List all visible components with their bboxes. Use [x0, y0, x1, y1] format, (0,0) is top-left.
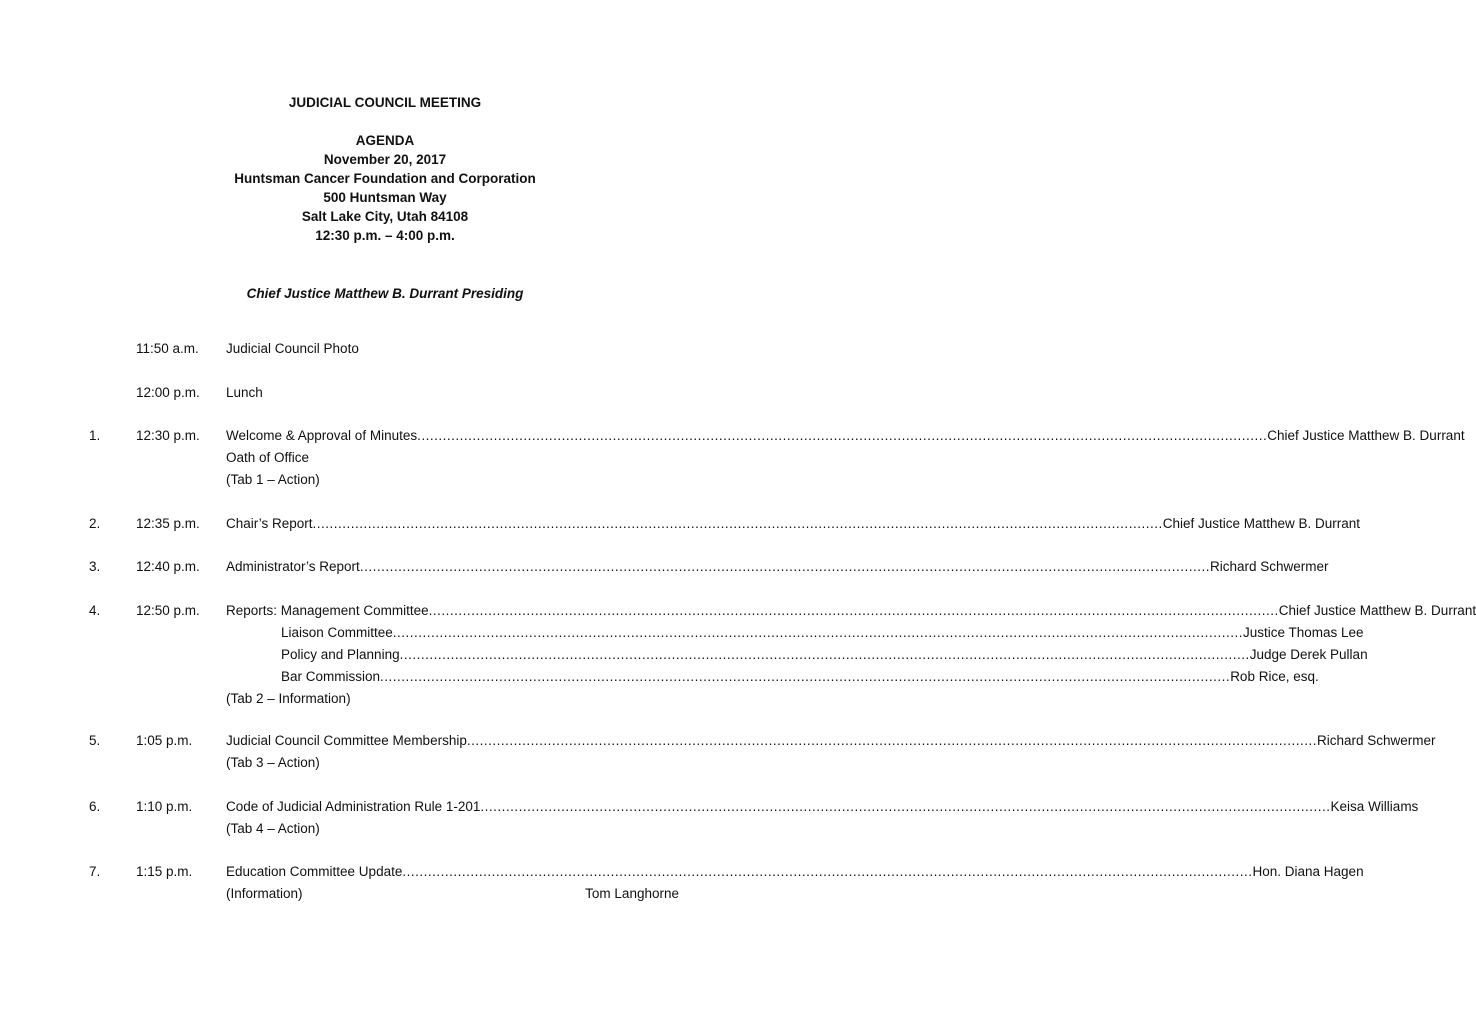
meeting-city: Salt Lake City, Utah 84108: [301, 209, 469, 224]
item-time: 12:35 p.m.: [136, 516, 200, 531]
item-presenter: Keisa Williams: [1330, 799, 1419, 814]
item-number: 4.: [89, 603, 101, 618]
dot-leader: ........................................................................................................................................................................................................: [428, 603, 1279, 618]
item-title: Judicial Council Committee Membership: [226, 733, 467, 748]
item-tab: (Tab 4 – Action): [226, 821, 320, 836]
sub-report: [226, 644, 1368, 666]
dot-leader: ........................................................................................................................................................................................................: [392, 625, 1243, 640]
item-time: 1:10 p.m.: [136, 799, 193, 814]
item-time: 12:30 p.m.: [136, 428, 200, 443]
item-presenter: Richard Schwermer: [1209, 559, 1329, 574]
item-title: Education Committee Update: [226, 864, 403, 879]
item-presenter: Chief Justice Matthew B. Durrant: [1278, 603, 1476, 618]
item-time: 11:50 a.m.: [136, 341, 199, 356]
item-tab: (Tab 2 – Information): [226, 691, 351, 706]
item-time: 12:40 p.m.: [136, 559, 200, 574]
item-time: 12:00 p.m.: [136, 385, 200, 400]
item-title: Lunch: [226, 385, 263, 400]
sub-report-title: Bar Commission: [281, 669, 381, 684]
agenda-heading: AGENDA: [355, 133, 415, 148]
item-tab: (Tab 1 – Action): [226, 472, 320, 487]
item-time: 1:05 p.m.: [136, 733, 193, 748]
agenda-header-block: [0, 131, 770, 245]
meeting-hours: 12:30 p.m. – 4:00 p.m.: [315, 228, 455, 243]
item-number: 1.: [89, 428, 101, 443]
item-time: 12:50 p.m.: [136, 603, 200, 618]
item-note: Oath of Office: [226, 450, 310, 465]
sub-report-presenter: Rob Rice, esq.: [1230, 669, 1319, 684]
dot-leader: ........................................................................................................................................................................................................: [399, 647, 1250, 662]
item-title: Code of Judicial Administration Rule 1-201: [226, 799, 481, 814]
item-presenter: Chief Justice Matthew B. Durrant: [1267, 428, 1465, 443]
item-title: Reports: Management Committee: [226, 603, 429, 618]
dot-leader: ........................................................................................................................................................................................................: [312, 516, 1163, 531]
item-time: 1:15 p.m.: [136, 864, 193, 879]
meeting-date: November 20, 2017: [323, 152, 447, 167]
sub-report: [226, 622, 1364, 644]
item-title: Welcome & Approval of Minutes: [226, 428, 418, 443]
meeting-title: JUDICIAL COUNCIL MEETING: [288, 95, 482, 110]
dot-leader: ........................................................................................................................................................................................................: [466, 733, 1317, 748]
sub-report-title: Liaison Committee: [281, 625, 393, 640]
item-number: 7.: [89, 864, 101, 879]
item-title: Chair’s Report: [226, 516, 313, 531]
meeting-title-block: [0, 93, 770, 112]
item-presenter: Richard Schwermer: [1317, 733, 1436, 748]
sub-report-presenter: Justice Thomas Lee: [1242, 625, 1364, 640]
item-note: (Information): [226, 886, 303, 901]
dot-leader: ........................................................................................................................................................................................................: [380, 669, 1231, 684]
item-presenter-secondary: Tom Langhorne: [585, 886, 679, 901]
presiding-line: Chief Justice Matthew B. Durrant Presiding: [246, 286, 524, 301]
dot-leader: ........................................................................................................................................................................................................: [359, 559, 1210, 574]
meeting-street: 500 Huntsman Way: [323, 190, 447, 205]
item-title: Judicial Council Photo: [226, 341, 359, 356]
sub-report-title: Policy and Planning: [281, 647, 400, 662]
dot-leader: ........................................................................................................................................................................................................: [417, 428, 1268, 443]
sub-report-presenter: Judge Derek Pullan: [1249, 647, 1368, 662]
dot-leader: ........................................................................................................................................................................................................: [402, 864, 1253, 879]
item-number: 3.: [89, 559, 101, 574]
dot-leader: ........................................................................................................................................................................................................: [480, 799, 1331, 814]
item-tab: (Tab 3 – Action): [226, 755, 320, 770]
item-presenter: Hon. Diana Hagen: [1252, 864, 1364, 879]
item-number: 5.: [89, 733, 101, 748]
item-number: 6.: [89, 799, 101, 814]
item-presenter: Chief Justice Matthew B. Durrant: [1162, 516, 1361, 531]
item-number: 2.: [89, 516, 101, 531]
sub-report: [226, 666, 1319, 688]
meeting-venue: Huntsman Cancer Foundation and Corporation: [234, 171, 536, 186]
item-title: Administrator’s Report: [226, 559, 360, 574]
